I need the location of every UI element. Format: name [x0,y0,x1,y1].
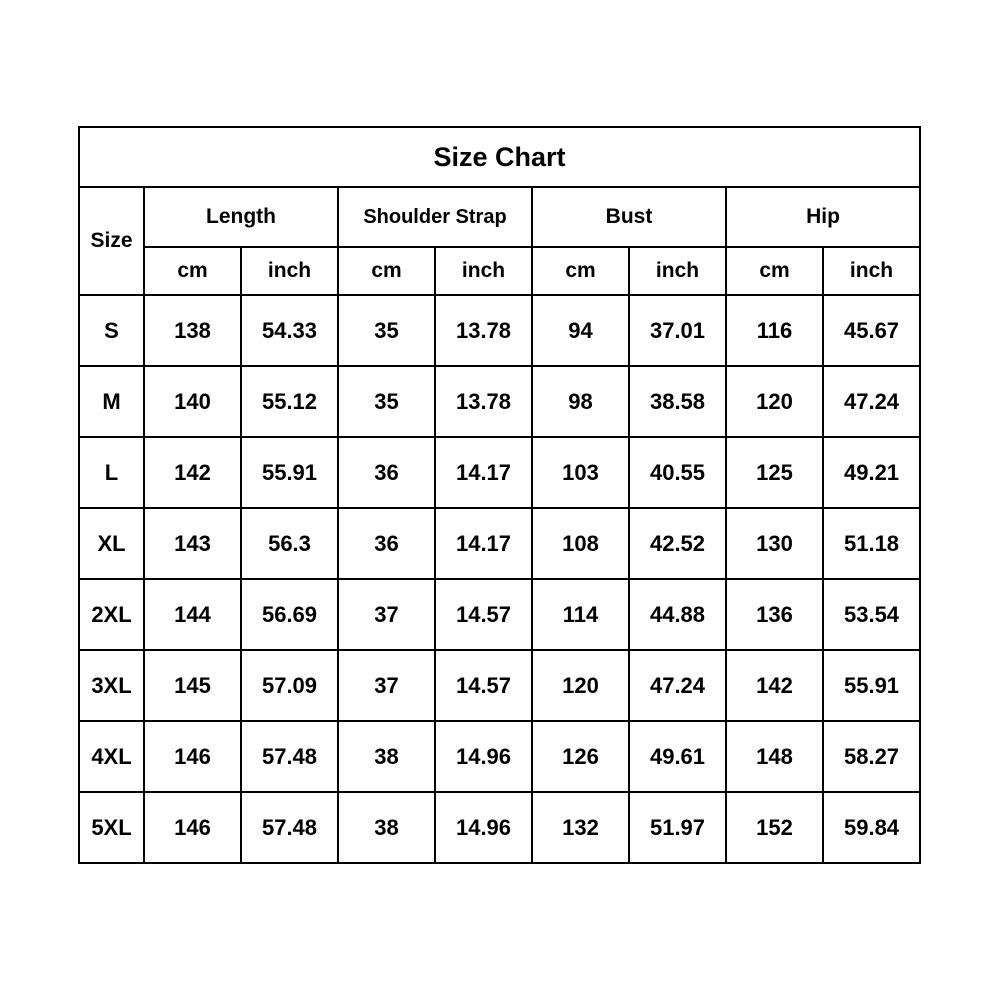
bust-cm-cell: 132 [532,792,629,863]
hip-cm-cell: 152 [726,792,823,863]
length-inch-cell: 57.48 [241,792,338,863]
hip-inch-cell: 47.24 [823,366,920,437]
length-cm-cell: 140 [144,366,241,437]
bust-cm-cell: 120 [532,650,629,721]
length-inch-cell: 54.33 [241,295,338,366]
bust-inch-cell: 38.58 [629,366,726,437]
bust-cm-cell: 94 [532,295,629,366]
hip-inch-cell: 58.27 [823,721,920,792]
size-cell: 5XL [79,792,144,863]
shoulder-cm-header: cm [338,247,435,295]
length-inch-header: inch [241,247,338,295]
length-inch-cell: 56.3 [241,508,338,579]
hip-cm-cell: 142 [726,650,823,721]
hip-inch-cell: 55.91 [823,650,920,721]
size-cell: L [79,437,144,508]
bust-inch-header: inch [629,247,726,295]
shoulder-inch-cell: 14.17 [435,508,532,579]
hip-inch-cell: 53.54 [823,579,920,650]
size-chart-table [78,126,921,864]
table-title: Size Chart [79,127,920,187]
length-inch-cell: 56.69 [241,579,338,650]
shoulder-inch-cell: 14.96 [435,721,532,792]
shoulder-inch-cell: 13.78 [435,295,532,366]
hip-cm-cell: 120 [726,366,823,437]
table-row [79,508,920,579]
bust-cm-cell: 98 [532,366,629,437]
hip-cm-cell: 130 [726,508,823,579]
shoulder-inch-cell: 14.96 [435,792,532,863]
shoulder-cm-cell: 36 [338,508,435,579]
hip-inch-header: inch [823,247,920,295]
hip-inch-cell: 59.84 [823,792,920,863]
length-cm-cell: 145 [144,650,241,721]
bust-cm-cell: 114 [532,579,629,650]
bust-inch-cell: 37.01 [629,295,726,366]
bust-inch-cell: 47.24 [629,650,726,721]
length-header: Length [144,187,338,247]
shoulder-inch-cell: 14.17 [435,437,532,508]
shoulder-strap-header: Shoulder Strap [338,187,532,247]
length-cm-cell: 144 [144,579,241,650]
bust-header: Bust [532,187,726,247]
shoulder-inch-cell: 14.57 [435,579,532,650]
shoulder-cm-cell: 37 [338,579,435,650]
group-header-row [79,187,920,247]
bust-inch-cell: 40.55 [629,437,726,508]
size-cell: S [79,295,144,366]
shoulder-cm-cell: 38 [338,721,435,792]
length-cm-cell: 138 [144,295,241,366]
size-cell: M [79,366,144,437]
size-column-header: Size [79,187,144,295]
table-row [79,295,920,366]
bust-inch-cell: 44.88 [629,579,726,650]
hip-header: Hip [726,187,920,247]
size-rows [79,295,920,863]
size-cell: XL [79,508,144,579]
length-inch-cell: 57.48 [241,721,338,792]
length-cm-cell: 143 [144,508,241,579]
bust-inch-cell: 49.61 [629,721,726,792]
unit-header-row [79,247,920,295]
hip-inch-cell: 49.21 [823,437,920,508]
hip-cm-header: cm [726,247,823,295]
length-inch-cell: 55.12 [241,366,338,437]
bust-inch-cell: 42.52 [629,508,726,579]
shoulder-cm-cell: 35 [338,366,435,437]
bust-cm-cell: 126 [532,721,629,792]
size-cell: 4XL [79,721,144,792]
title-row [79,127,920,187]
hip-inch-cell: 45.67 [823,295,920,366]
hip-cm-cell: 148 [726,721,823,792]
hip-cm-cell: 136 [726,579,823,650]
table-row [79,579,920,650]
size-cell: 2XL [79,579,144,650]
bust-cm-header: cm [532,247,629,295]
length-cm-cell: 146 [144,792,241,863]
length-inch-cell: 57.09 [241,650,338,721]
table-row [79,721,920,792]
bust-inch-cell: 51.97 [629,792,726,863]
table-row [79,437,920,508]
table-row [79,792,920,863]
shoulder-inch-cell: 14.57 [435,650,532,721]
hip-cm-cell: 116 [726,295,823,366]
shoulder-cm-cell: 38 [338,792,435,863]
length-cm-header: cm [144,247,241,295]
length-cm-cell: 146 [144,721,241,792]
length-inch-cell: 55.91 [241,437,338,508]
shoulder-cm-cell: 35 [338,295,435,366]
shoulder-cm-cell: 37 [338,650,435,721]
bust-cm-cell: 108 [532,508,629,579]
table-row [79,366,920,437]
shoulder-inch-cell: 13.78 [435,366,532,437]
bust-cm-cell: 103 [532,437,629,508]
shoulder-cm-cell: 36 [338,437,435,508]
size-cell: 3XL [79,650,144,721]
shoulder-inch-header: inch [435,247,532,295]
length-cm-cell: 142 [144,437,241,508]
table-row [79,650,920,721]
hip-inch-cell: 51.18 [823,508,920,579]
hip-cm-cell: 125 [726,437,823,508]
